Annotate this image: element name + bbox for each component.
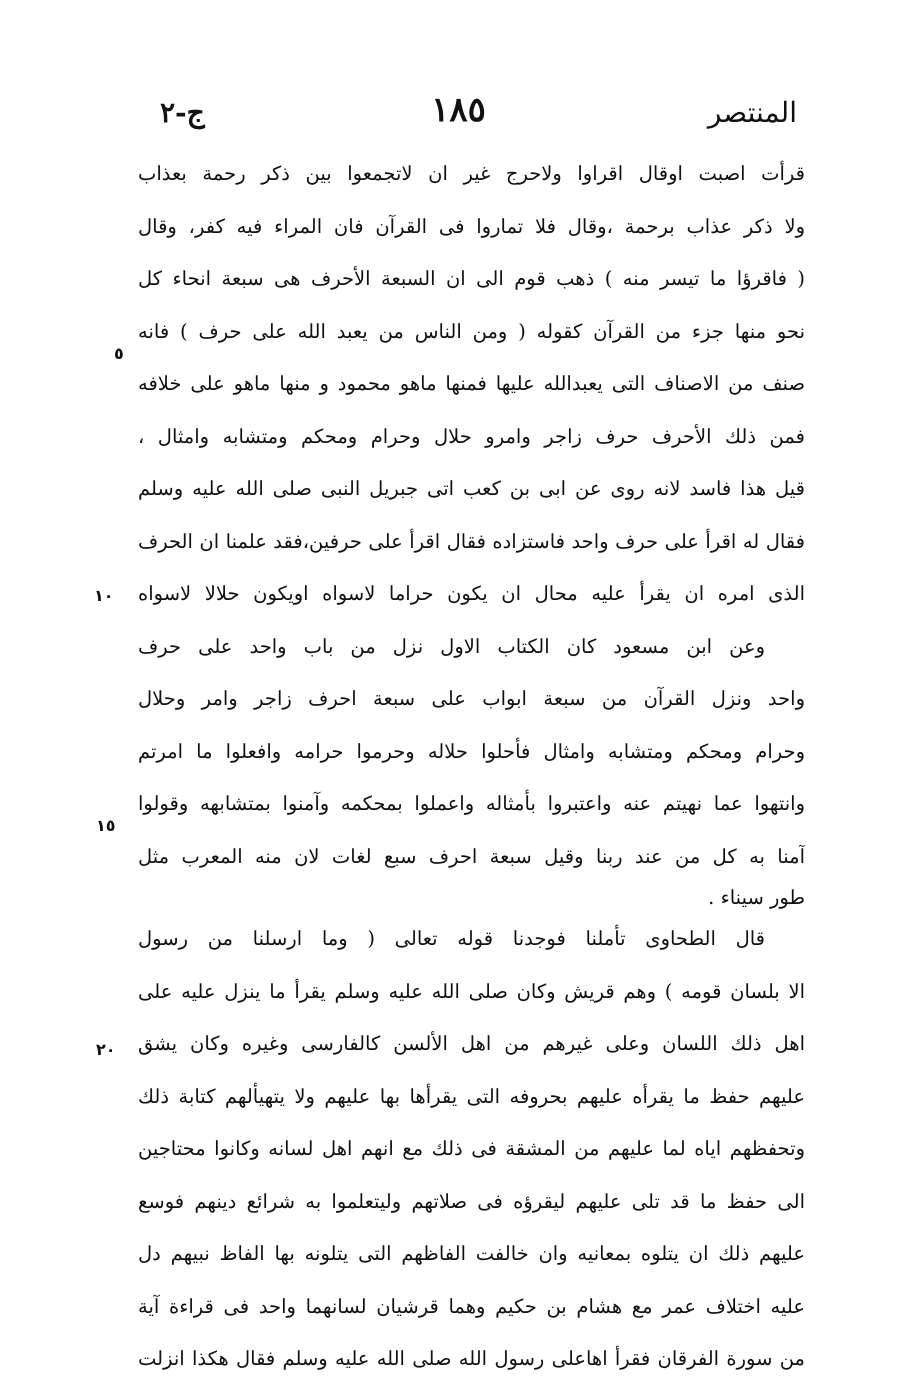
line-number-15: ١٥ [96, 816, 116, 835]
text-line: عليه اختلاف عمر مع هشام بن حكيم وهما قرشيان لسانهما واحد فى قراءة آية [138, 1294, 805, 1318]
text-line: طور سيناء . [708, 886, 805, 909]
text-line: الى حفظ ما قد تلى عليهم ليقرؤه فى صلاتهم وليتعلموا به شرائع دينهم فوسع [138, 1189, 805, 1213]
text-line: من سورة الفرقان فقرأ اهاعلى رسول الله صلى الله عليه وسلم فقال هكذا انزلت [138, 1347, 805, 1370]
text-line: وحرام ومحكم ومتشابه وامثال فأحلوا حلاله وحرموا حرامه وافعلوا ما امرتم [138, 739, 805, 763]
page-header [120, 88, 797, 144]
text-line: قرأت اصبت اوقال اقراوا ولاحرج غير ان لاتجمعوا بين ذكر رحمة بعذاب [138, 162, 805, 185]
text-line: الذى امره ان يقرأ عليه محال ان يكون حراما لاسواه اويكون حلالا لاسواه [138, 582, 805, 605]
page-number: ١٨٥ [431, 90, 486, 130]
text-line: عليهم ذلك ان يتلوه بمعانيه وان خالفت الفاظهم التى يتلونه بها الفاظ نبيهم دل [138, 1242, 805, 1265]
text-line: قيل هذا فاسد لانه روى عن ابى بن كعب اتى جبريل النبى صلى الله عليه وسلم [138, 477, 805, 500]
body-text [138, 148, 805, 1386]
text-line: عليهم حفظ ما يقرأه عليهم بحروفه التى يقرأها بها عليهم ولا يتهيألهم كتابة ذلك [138, 1084, 805, 1108]
line-number-10: ١٠ [94, 586, 114, 605]
text-line: فمن ذلك الأحرف حرف زاجر وامرو حلال وحرام ومحكم ومتشابه وامثال ، [138, 424, 805, 448]
text-line: وتحفظهم اياه لما عليهم من المشقة فى ذلك مع انهم اهل لسانه وكانوا محتاجين [138, 1137, 805, 1160]
line-number-20: ٢٠ [96, 1040, 116, 1059]
text-line: نحو منها جزء من القرآن كقوله ( ومن الناس من يعبد الله على حرف ) فانه [138, 319, 805, 343]
text-line: الا بلسان قومه ) وهم قريش وكان صلى الله عليه وسلم يقرأ ما ينزل عليه على [138, 979, 805, 1003]
text-line: ( فاقرؤا ما تيسر منه ) ذهب قوم الى ان السبعة الأحرف هى سبعة انحاء كل [138, 267, 805, 290]
text-line: قال الطحاوى تأملنا فوجدنا قوله تعالى ( وما ارسلنا من رسول [138, 927, 765, 950]
book-title: المنتصر [707, 96, 797, 129]
text-line: وعن ابن مسعود كان الكتاب الاول نزل من باب واحد على حرف [138, 634, 765, 658]
text-line: ولا ذكر عذاب برحمة ،وقال فلا تماروا فى القرآن فان المراء فيه كفر، وقال [138, 214, 805, 238]
text-line: آمنا به كل من عند ربنا وقيل سبعة احرف سبع لغات لان منه المعرب مثل [138, 844, 805, 868]
text-line: واحد ونزل القرآن من سبعة ابواب على سبعة احرف زاجر وامر وحلال [138, 687, 805, 710]
text-line: وانتهوا عما نهيتم عنه واعتبروا بأمثاله واعملوا بمحكمه وآمنوا بمتشابهه وقولوا [138, 792, 805, 815]
line-number-5: ٥ [114, 344, 124, 363]
text-line: فقال له اقرأ على حرف واحد فاستزاده فقال اقرأ على حرفين،فقد علمنا ان الحرف [138, 529, 805, 553]
text-line: صنف من الاصناف التى يعبدالله عليها فمنها ماهو محمود و منها ماهو على خلافه [138, 372, 805, 395]
text-line: اهل ذلك اللسان وعلى غيرهم من اهل الألسن كالفارسى وغيره وكان يشق [138, 1032, 805, 1055]
volume-label: ج-٢ [160, 96, 205, 129]
